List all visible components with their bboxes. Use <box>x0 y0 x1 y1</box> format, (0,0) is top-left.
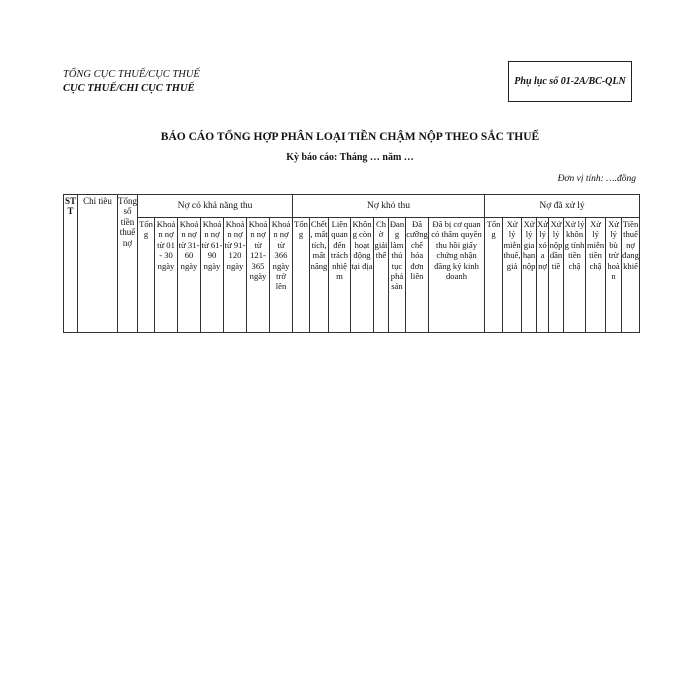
processed-col-header: Tiền thuế nợ đang khiế <box>622 218 640 333</box>
processed-col-header: Xử lý nộp dần tiề <box>549 218 564 333</box>
difficult-col-header: Chờ giải thể <box>374 218 389 333</box>
report-period: Kỳ báo cáo: Tháng … năm … <box>286 152 414 163</box>
processed-col-header: Xử lý miễn thuế, giả <box>503 218 522 333</box>
processed-col-header: Tổng <box>485 218 503 333</box>
collectible-col-header: Khoản nợ từ 121- 365 ngày <box>247 218 270 333</box>
difficult-col-header: Đã cưỡng chế hóa đơn liên <box>406 218 429 333</box>
currency-unit: Đơn vị tính: ….đồng <box>557 174 636 184</box>
stt-header: STT <box>64 195 78 333</box>
processed-col-header: Xử lý gia hạn nộp <box>522 218 537 333</box>
report-title: BÁO CÁO TỔNG HỢP PHÂN LOẠI TIỀN CHẬM NỘP THEO SẮC THUẾ <box>160 131 540 143</box>
difficult-col-header: Tổng <box>293 218 310 333</box>
collectible-col-header: Khoản nợ từ 366 ngày trở lên <box>270 218 293 333</box>
difficult-col-header: Chết, mất tích, mất năng <box>310 218 329 333</box>
processed-debt-group: Nợ đã xử lý <box>485 195 640 218</box>
collectible-col-header: Khoản nợ từ 91- 120 ngày <box>224 218 247 333</box>
issuing-authority <box>63 68 200 96</box>
processed-col-header: Xử lý xóa nợ <box>537 218 549 333</box>
org-line-1: TỔNG CỤC THUẾ/CỤC THUẾ <box>63 69 200 80</box>
processed-col-header: Xử lý không tính tiền chậ <box>564 218 586 333</box>
processed-col-header: Xử lý miễn tiền chậ <box>586 218 606 333</box>
org-line-2: CỤC THUẾ/CHI CỤC THUẾ <box>63 83 195 94</box>
difficult-col-header: Liên quan đến trách nhiệm <box>329 218 351 333</box>
collectible-col-header: Khoản nợ từ 61- 90 ngày <box>201 218 224 333</box>
report-table <box>63 194 640 333</box>
difficult-debt-group: Nợ khó thu <box>293 195 485 218</box>
collectible-col-header: Khoản nợ từ 31- 60 ngày <box>178 218 201 333</box>
collectible-col-header: Tổng <box>138 218 155 333</box>
collectible-col-header: Khoản nợ từ 01 - 30 ngày <box>155 218 178 333</box>
total-debt-header: Tổng số tiền thuế nợ <box>118 195 138 333</box>
processed-col-header: Xử lý bù trừ hoàn <box>606 218 622 333</box>
appendix-label: Phụ lục số 01-2A/BC-QLN <box>514 76 626 87</box>
difficult-col-header: Không còn hoạt động tại địa <box>351 218 374 333</box>
collectible-debt-group: Nợ có khả năng thu <box>138 195 293 218</box>
indicator-header: Chỉ tiêu <box>78 195 118 333</box>
difficult-col-header: Đang làm thủ tục phá sản <box>389 218 406 333</box>
appendix-box <box>508 61 632 102</box>
difficult-col-header: Đã bị cơ quan có thẩm quyền thu hồi giấy chứng nhận đăng ký kinh doanh <box>429 218 485 333</box>
